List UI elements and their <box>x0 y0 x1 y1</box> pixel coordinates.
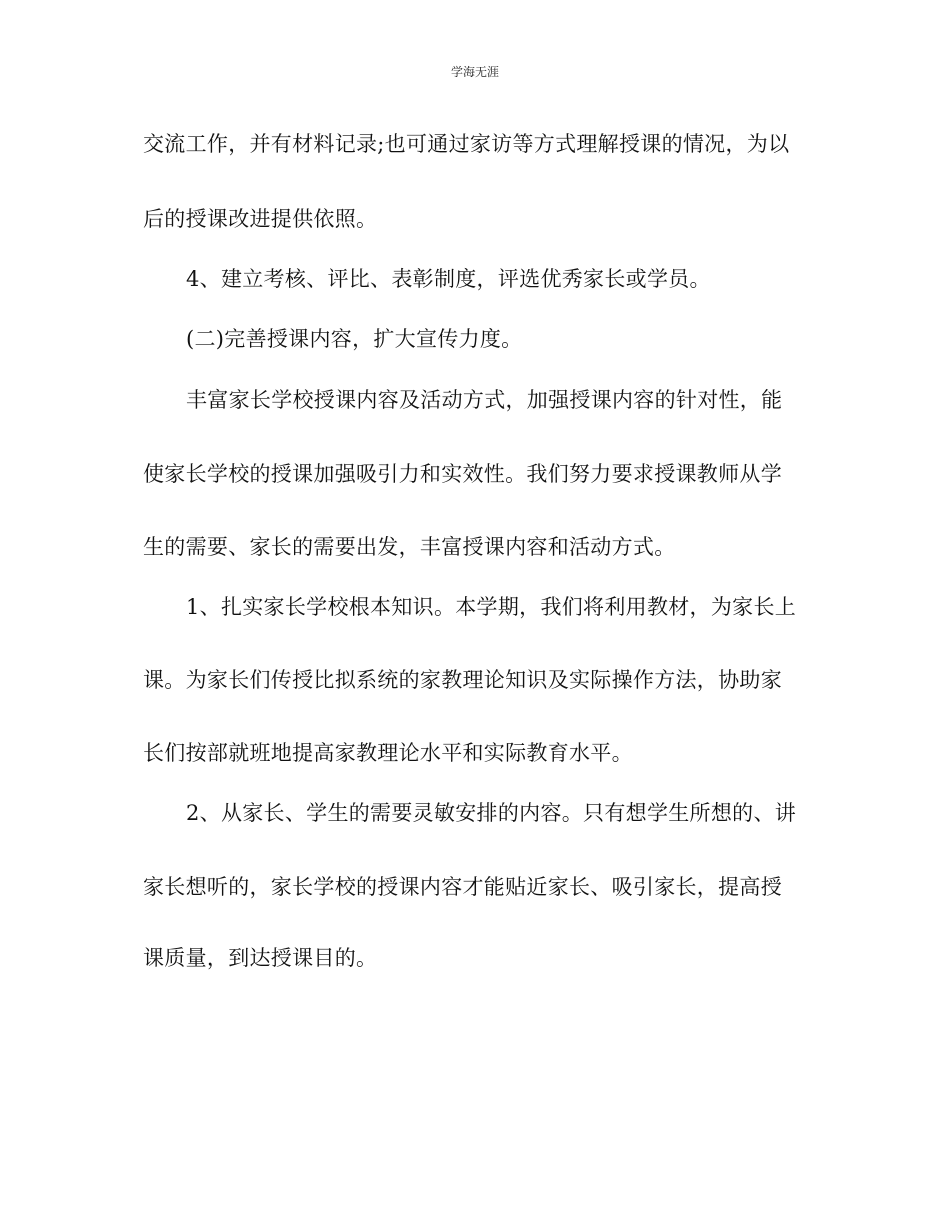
text-line: 长们按部就班地提高家教理论水平和实际教育水平。 <box>143 741 633 765</box>
text-line: 2、从家长、学生的需要灵敏安排的内容。只有想学生所想的、讲 <box>186 801 797 825</box>
text-line: 交流工作，并有材料记录;也可通过家访等方式理解授课的情况，为以 <box>143 132 790 156</box>
text-line: 4、建立考核、评比、表彰制度，评选优秀家长或学员。 <box>186 267 711 291</box>
text-line: 后的授课改进提供依照。 <box>143 207 378 231</box>
text-line: 生的需要、家长的需要出发，丰富授课内容和活动方式。 <box>143 535 676 559</box>
text-line: 丰富家长学校授课内容及活动方式，加强授课内容的针对性，能 <box>186 388 783 412</box>
text-line: 课质量，到达授课目的。 <box>143 946 378 970</box>
text-line: 1、扎实家长学校根本知识。本学期，我们将利用教材，为家长上 <box>186 595 797 619</box>
text-line: 家长想听的，家长学校的授课内容才能贴近家长、吸引家长，提高授 <box>143 875 782 899</box>
text-line: 使家长学校的授课加强吸引力和实效性。我们努力要求授课教师从学 <box>143 462 782 486</box>
text-line: 课。为家长们传授比拟系统的家教理论知识及实际操作方法，协助家 <box>143 668 782 692</box>
page-header: 学海无涯 <box>450 65 499 79</box>
text-line: (二)完善授课内容，扩大宣传力度。 <box>186 327 523 351</box>
